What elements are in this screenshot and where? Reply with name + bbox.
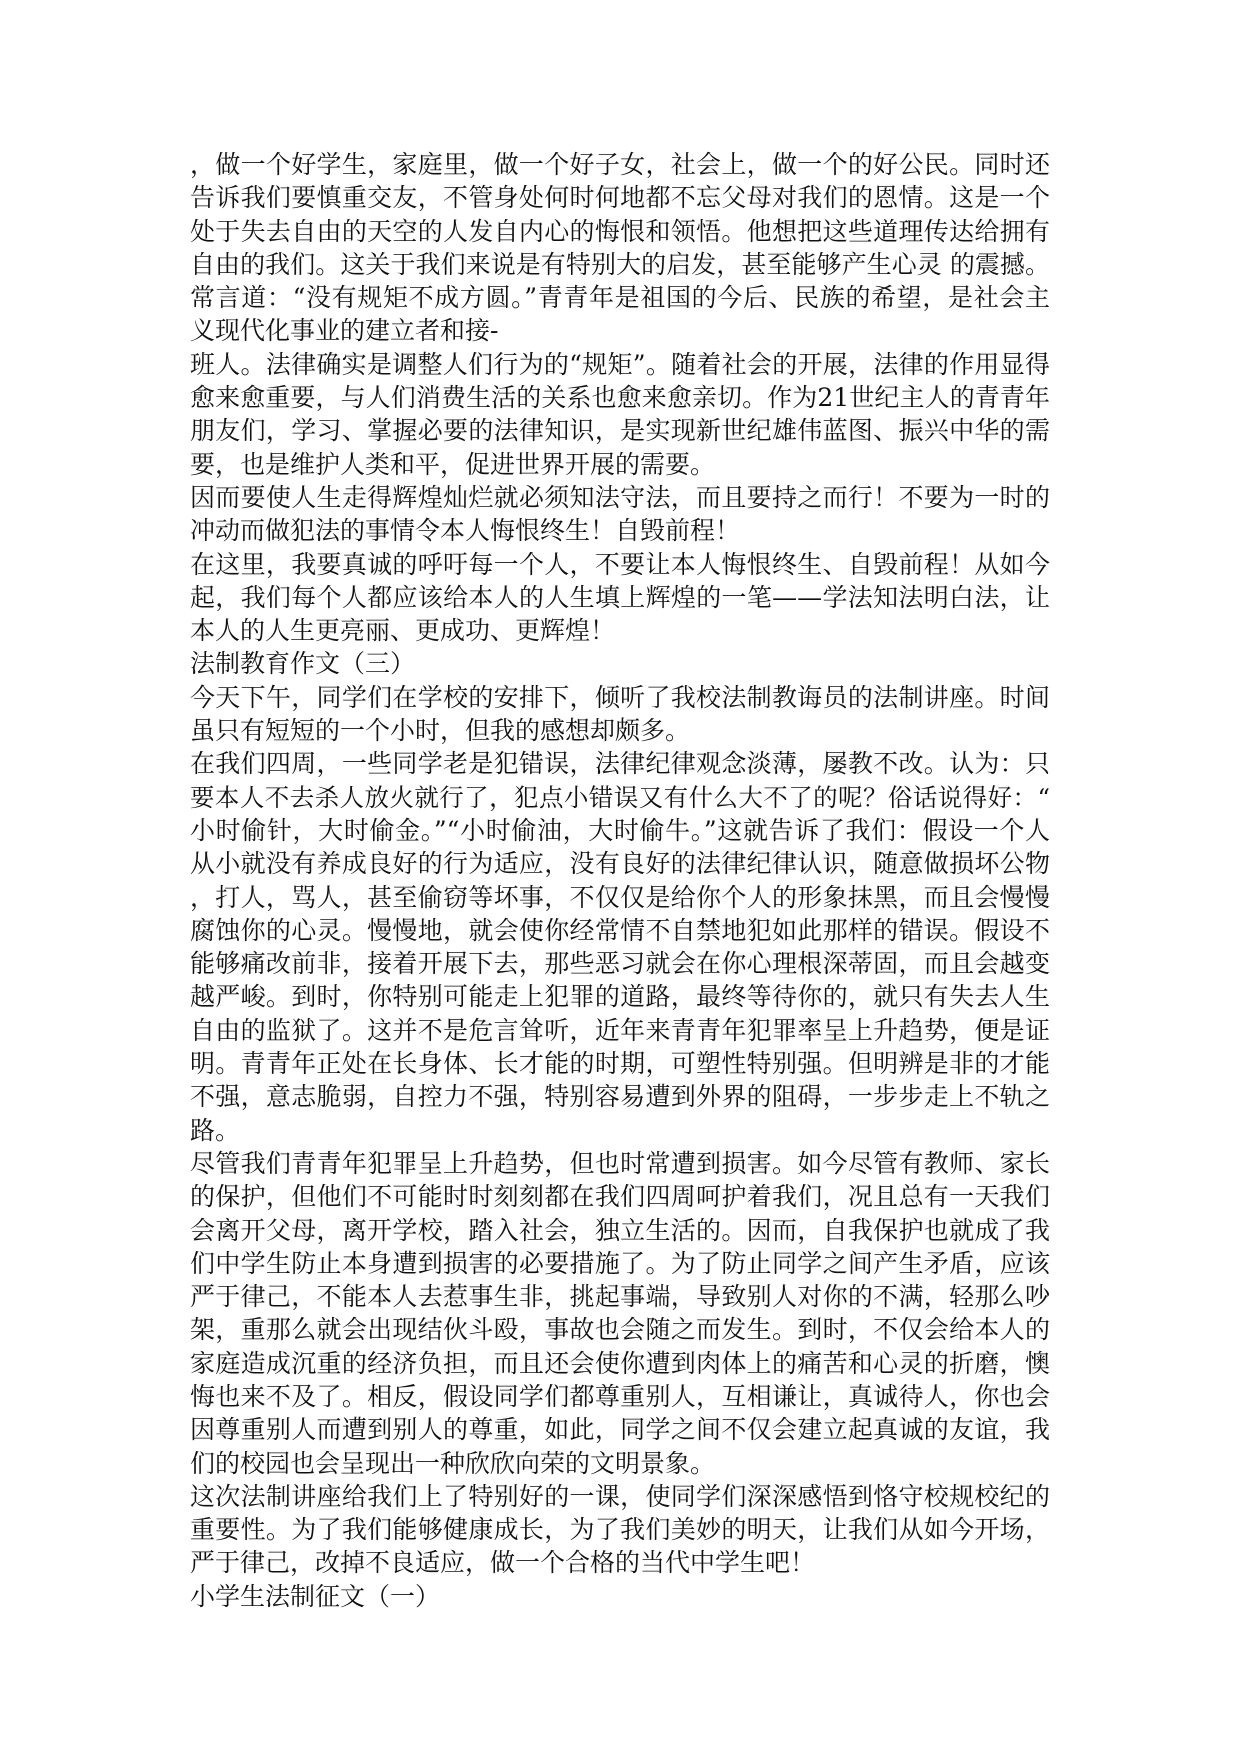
- text-line: 不强，意志脆弱，自控力不强，特别容易遭到外界的阻碍，一步步走上不轨之: [190, 1082, 1050, 1112]
- text-line: 自由的监狱了。这并不是危言耸听，近年来青青年犯罪率呈上升趋势，便是证: [190, 1015, 1050, 1045]
- text-line: 能够痛改前非，接着开展下去，那些恶习就会在你心理根深蒂固，而且会越变: [190, 949, 1050, 979]
- text-line: 在我们四周，一些同学老是犯错误，法律纪律观念淡薄，屡教不改。认为：只: [190, 749, 1050, 779]
- document-page: [190, 148, 1050, 1613]
- text-line: 班人。法律确实是调整人们行为的“规矩”。随着社会的开展，法律的作用显得: [190, 349, 1050, 379]
- text-line: 严于律己，不能本人去惹事生非，挑起事端，导致别人对你的不满，轻那么吵: [190, 1282, 1050, 1312]
- text-line: ，做一个好学生，家庭里，做一个好子女，社会上，做一个的好公民。同时还: [190, 150, 1050, 179]
- text-line: 们中学生防止本身遭到损害的必要措施了。为了防止同学之间产生矛盾，应该: [190, 1248, 1050, 1278]
- text-line: ，打人，骂人，甚至偷窃等坏事，不仅仅是给你个人的形象抹黑，而且会慢慢: [190, 882, 1050, 912]
- text-line: 愈来愈重要，与人们消费生活的关系也愈来愈亲切。作为21世纪主人的青青年: [190, 383, 1050, 413]
- text-line: 重要性。为了我们能够健康成长，为了我们美妙的明天，让我们从如今开场，: [190, 1515, 1050, 1545]
- text-line: 严于律己，改掉不良适应，做一个合格的当代中学生吧！: [190, 1548, 816, 1578]
- text-line: 悔也来不及了。相反，假设同学们都尊重别人，互相谦让，真诚待人，你也会: [190, 1381, 1050, 1411]
- text-line: 常言道：“没有规矩不成方圆。”青青年是祖国的今后、民族的希望，是社会主: [190, 283, 1050, 313]
- text-line: 义现代化事业的建立者和接-: [190, 316, 499, 346]
- text-line: 起，我们每个人都应该给本人的人生填上辉煌的一笔——学法知法明白法，让: [190, 582, 1050, 612]
- text-line: 的保护，但他们不可能时时刻刻都在我们四周呵护着我们，况且总有一天我们: [190, 1182, 1050, 1212]
- text-line: 们的校园也会呈现出一种欣欣向荣的文明景象。: [190, 1448, 716, 1478]
- text-line: 从小就没有养成良好的行为适应，没有良好的法律纪律认识，随意做损坏公物: [190, 849, 1050, 879]
- text-line: 腐蚀你的心灵。慢慢地，就会使你经常情不自禁地犯如此那样的错误。假设不: [190, 915, 1050, 945]
- text-line: 架，重那么就会出现结伙斗殴，事故也会随之而发生。到时，不仅会给本人的: [190, 1315, 1050, 1345]
- text-line: 要，也是维护人类和平，促进世界开展的需要。: [190, 449, 716, 479]
- text-line: 自由的我们。这关于我们来说是有特别大的启发，甚至能够产生心灵 的震撼。: [190, 249, 1050, 279]
- text-line: 会离开父母，离开学校，踏入社会，独立生活的。因而，自我保护也就成了我: [190, 1215, 1050, 1245]
- text-line: 明。青青年正处在长身体、长才能的时期，可塑性特别强。但明辨是非的才能: [190, 1049, 1050, 1079]
- text-line: 告诉我们要慎重交友，不管身处何时何地都不忘父母对我们的恩情。这是一个: [190, 183, 1050, 213]
- text-line: 尽管我们青青年犯罪呈上升趋势，但也时常遭到损害。如今尽管有教师、家长: [190, 1148, 1050, 1178]
- text-line: 今天下午，同学们在学校的安排下，倾听了我校法制教诲员的法制讲座。时间: [190, 682, 1050, 712]
- text-line: 本人的人生更亮丽、更成功、更辉煌！: [190, 616, 616, 646]
- text-line: 在这里，我要真诚的呼吁每一个人，不要让本人悔恨终生、自毁前程！从如今: [190, 549, 1050, 579]
- text-line: 冲动而做犯法的事情令本人悔恨终生！自毁前程！: [190, 516, 741, 546]
- text-line: 处于失去自由的天空的人发自内心的悔恨和领悟。他想把这些道理传达给拥有: [190, 216, 1050, 246]
- text-line: 朋友们，学习、掌握必要的法律知识，是实现新世纪雄伟蓝图、振兴中华的需: [190, 416, 1050, 446]
- text-line: 虽只有短短的一个小时，但我的感想却颇多。: [190, 716, 691, 746]
- text-line: 这次法制讲座给我们上了特别好的一课，使同学们深深感悟到恪守校规校纪的: [190, 1481, 1050, 1511]
- text-line: 小时偷针，大时偷金。”“小时偷油，大时偷牛。”这就告诉了我们：假设一个人: [190, 815, 1050, 845]
- text-line: 因而要使人生走得辉煌灿烂就必须知法守法，而且要持之而行！不要为一时的: [190, 482, 1050, 512]
- text-line: 要本人不去杀人放火就行了，犯点小错误又有什么大不了的呢？俗话说得好：“: [190, 782, 1050, 812]
- text-line: 因尊重别人而遭到别人的尊重，如此，同学之间不仅会建立起真诚的友谊，我: [190, 1415, 1050, 1445]
- text-line: 法制教育作文（三）: [190, 649, 416, 679]
- text-line: 越严峻。到时，你特别可能走上犯罪的道路，最终等待你的，就只有失去人生: [190, 982, 1050, 1012]
- text-line: 小学生法制征文（一）: [190, 1581, 441, 1611]
- text-line: 路。: [190, 1115, 241, 1145]
- text-line: 家庭造成沉重的经济负担，而且还会使你遭到肉体上的痛苦和心灵的折磨，懊: [190, 1348, 1050, 1378]
